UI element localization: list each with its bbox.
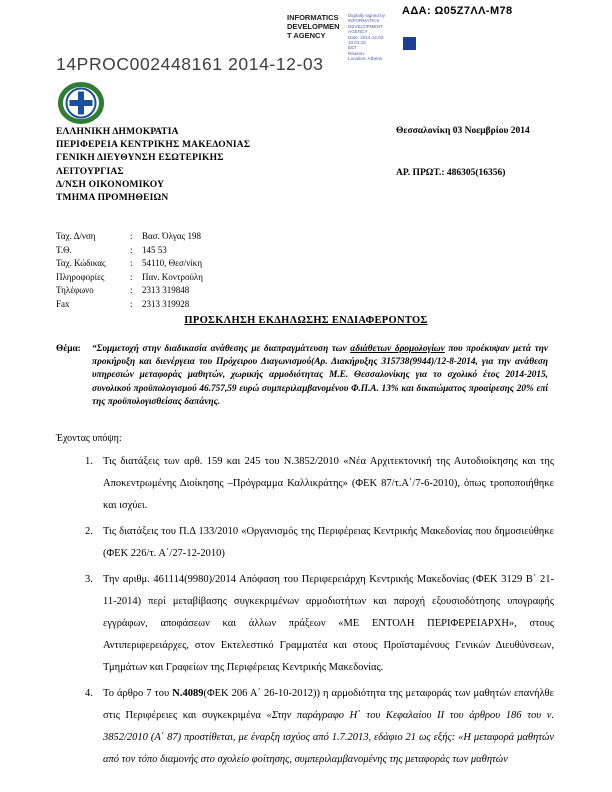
stamp-signature-line: Digitally signed by [348,13,386,18]
list-item-number: 4. [85,688,93,699]
organization-block [56,126,250,205]
stamp-agency-line: INFORMATICS [287,13,339,22]
contact-value: Βασ. Όλγας 198 [142,231,201,241]
list-item-text: Τις διατάξεις του Π.Δ 133/2010 «Οργανισμός της Περιφέρειας Κεντρικής Μακεδονίας που δημοσιεύθηκε (ΦΕΚ 226/τ. Α΄/27-12-2010) [103,526,554,559]
org-line: ΕΛΛΗΝΙΚΗ ΔΗΜΟΚΡΑΤΙΑ [56,127,179,137]
contact-row [56,271,203,285]
list-item-number: 2. [85,526,93,537]
stamp-signature-line: Date: 2014.12.03 10:01:15 [348,34,384,46]
contact-separator: : [130,231,133,241]
list-item-number: 1. [85,456,93,467]
stamp-signature-line: DEVELOPMENT AGENCY [348,23,383,35]
diavgeia-logo-icon [403,37,416,50]
having-regard-intro: Έχοντας υπόψη: [56,433,122,444]
contact-separator: : [130,244,133,255]
contact-block [56,230,203,311]
stamp-signature-line: EET [348,45,357,51]
contact-value: 2313 319848 [142,285,190,295]
contact-value: 2313 319928 [142,298,190,309]
subject-text-part1: “Συμμετοχή στην διαδικασία ανάθεσης με διαπραγμάτευση των [92,344,351,354]
contact-label: Fax [56,298,70,309]
greek-emblem-icon [58,82,104,129]
document-title: ΠΡΟΣΚΛΗΣΗ ΕΚΔΗΛΩΣΗΣ ΕΝΔΙΑΦΕΡΟΝΤΟΣ [184,315,428,326]
subject-text-part2: που προέκυψαν μετά την προκήρυξη και διενέργεια του Πρόχειρου Διαγωνισμού(Αρ. Διακήρυξης 315738(9944)/12-8-2014, για την ανάθεση υπηρεσιών μεταφοράς μαθητών, χωρικής αρμοδιότητας Μ.Ε. Θεσσαλονίκης για το σχολικό έτος 2014-2015, συνολικού προϋπολογισμού 46.757,59 ευρώ συμπεριλαμβανομένου Φ.Π.Α. 13% και δικαιώματος προαίρεσης 20% επί της προϋπολογισθείσας δαπάνης. [92,344,548,407]
org-line: ΓΕΝΙΚΗ ΔΙΕΥΘΥΝΣΗ ΕΣΩΤΕΡΙΚΗΣ [56,153,224,164]
contact-separator: : [130,298,133,309]
contact-separator: : [130,258,133,268]
city-date: Θεσσαλονίκη 03 Νοεμβρίου 2014 [396,126,530,136]
subject-text-underlined: αδιάθετων δρομολογίων [350,344,445,354]
stamp-agency-name [287,13,341,40]
list-item-text: Την αριθμ. 461114(9980)/2014 Απόφαση του Περιφερειάρχη Κεντρικής Μακεδονίας (ΦΕΚ 3129 Β΄ 21-11-2014) περί μεταβίβασης συγκεκριμένων αρμοδιοτήτων και παροχή εξουσιοδότησης υπογραφής εγγράφων, αποφάσεων και άλλων πράξεων «ΜΕ ΕΝΤΟΛΗ ΠΕΡΙΦΕΡΕΙΑΡΧΗ», στους Αντιπεριφερειάρχες, στον Εκτελεστικό Γραμματέα και στους Προϊσταμένους Γενικών Διευθύνσεων, Τμημάτων και Γραφείων της Περιφέρειας Κεντρικής Μακεδονίας. [103,574,554,673]
list-item [57,569,554,679]
contact-separator: : [130,285,133,295]
subject-label: Θέμα: [56,344,81,354]
contact-row [56,244,203,258]
stamp-signature-line: INFORMATICS [348,18,380,24]
subject-paragraph [56,343,548,409]
org-line: ΠΕΡΙΦΕΡΕΙΑ ΚΕΝΤΡΙΚΗΣ ΜΑΚΕΔΟΝΙΑΣ [56,140,251,151]
list-item-text-bold: Ν.4089 [172,688,204,699]
contact-separator: : [130,271,133,282]
stamp-signature-line: Location: Athens [348,56,382,62]
contact-label: Τηλέφωνο [56,285,94,295]
contact-row [56,257,203,271]
contact-row [56,298,203,312]
list-item-text: Το άρθρο 7 του [103,688,173,699]
contact-label: Τ.Θ. [56,244,72,255]
stamp-signature-details [348,13,396,62]
contact-label: Ταχ. Κώδικας [56,258,106,268]
contact-label: Πληροφορίες [56,271,105,282]
contact-row [56,230,203,244]
org-line: ΤΜΗΜΑ ΠΡΟΜΗΘΕΙΩΝ [56,193,169,204]
contact-value: Παν. Κοντρούλη [142,271,203,282]
list-item [57,683,554,771]
ada-code: ΑΔΑ: Ω05Ζ7ΛΛ-Μ78 [402,5,513,17]
contact-value: 145 53 [142,244,167,255]
stamp-agency-line: T AGENCY [287,31,326,40]
having-regard-list [57,451,554,775]
list-item-number: 3. [85,574,93,585]
list-item [57,521,554,565]
list-item [57,451,554,517]
contact-label: Ταχ. Δ/νση [56,231,96,241]
protocol-number: ΑΡ. ΠΡΩΤ.: 486305(16356) [396,168,506,178]
list-item-text: Τις διατάξεις των αρθ. 159 και 245 του Ν.3852/2010 «Νέα Αρχιτεκτονική της Αυτοδιοίκησης και της Αποκεντρωμένης Διοίκησης –Πρόγραμμα Καλλικράτης» (ΦΕΚ 87/τ.Α΄/7-6-2010), όπως τροποποιήθηκε και ισχύει. [103,456,554,511]
stamp-agency-line: DEVELOPMEN [287,22,340,31]
org-line: Δ/ΝΣΗ ΟΙΚΟΝΟΜΙΚΟΥ [56,179,165,190]
contact-row [56,284,203,298]
list-item-text: (ΦΕΚ 206 Α΄ 26-10-2012)) η αρμοδιότητα της μεταφοράς των μαθητών επανήλθε στις Περιφέρειες και συγκεκριμένα [103,688,554,721]
org-line: ΛΕΙΤΟΥΡΓΙΑΣ [56,166,124,177]
list-item-text-italic: «Στην παράγραφο Η΄ του Κεφαλαίου ΙΙ του άρθρου 186 του ν. 3852/2010 (Α΄ 87) προστίθεται, με έναρξη ισχύος από 1.7.2013, εδάφιο 21 ως εξής: «Η μεταφορά μαθητών από τον τόπο διαμονής στο σχολείο φοίτησης, συμπεριλαμβανομένης της μεταφοράς των μαθητών [103,710,554,765]
contact-value: 54110, Θεσ/νίκη [142,258,203,268]
stamp-signature-line: Reason: [348,50,366,56]
proc-registry-number: 14PROC002448161 2014-12-03 [56,54,324,74]
